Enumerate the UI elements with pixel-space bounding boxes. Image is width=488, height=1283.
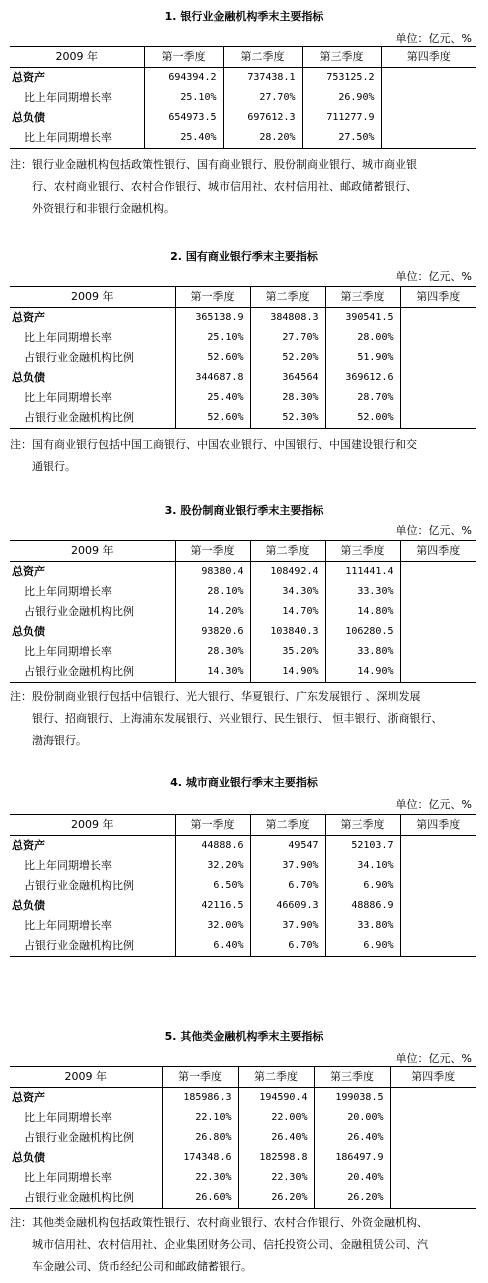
row-label: 比上年同期增长率 <box>10 128 144 149</box>
header-q3: 第三季度 <box>325 815 400 836</box>
cell: 6.90% <box>325 936 400 957</box>
row-label: 总资产 <box>10 308 175 329</box>
cell: 364564 <box>250 368 325 388</box>
cell: 28.70% <box>325 388 400 408</box>
row-label: 占银行业金融机构比例 <box>10 662 175 683</box>
row-label: 总负债 <box>10 622 175 642</box>
cell <box>400 896 476 916</box>
header-row <box>10 287 476 308</box>
cell: 753125.2 <box>302 68 381 89</box>
section-1-title: 1. 银行业金融机构季末主要指标 <box>164 10 324 23</box>
table-row <box>10 916 476 936</box>
cell: 384808.3 <box>250 308 325 329</box>
cell <box>400 368 476 388</box>
header-year: 2009 年 <box>10 1067 162 1088</box>
cell: 52.30% <box>250 408 325 429</box>
section-1-unit: 单位：亿元、% <box>395 32 472 45</box>
cell <box>390 1128 476 1148</box>
table-row <box>10 856 476 876</box>
section-1-note <box>10 154 417 220</box>
section-5-title: 5. 其他类金融机构季末主要指标 <box>164 1030 324 1043</box>
header-q1: 第一季度 <box>162 1067 238 1088</box>
cell: 694394.2 <box>144 68 223 89</box>
header-q3: 第三季度 <box>325 541 400 562</box>
cell: 32.00% <box>175 916 250 936</box>
cell: 52.60% <box>175 408 250 429</box>
row-label: 占银行业金融机构比例 <box>10 876 175 896</box>
cell: 6.40% <box>175 936 250 957</box>
table-row <box>10 662 476 683</box>
cell: 106280.5 <box>325 622 400 642</box>
header-row <box>10 47 476 68</box>
cell: 22.10% <box>162 1108 238 1128</box>
cell <box>400 562 476 583</box>
section-4-unit: 单位：亿元、% <box>395 798 472 811</box>
cell: 26.40% <box>238 1128 314 1148</box>
table-row <box>10 328 476 348</box>
header-q2: 第二季度 <box>238 1067 314 1088</box>
table-row <box>10 1088 476 1109</box>
cell: 26.40% <box>314 1128 390 1148</box>
section-5-unit: 单位：亿元、% <box>395 1052 472 1065</box>
cell: 390541.5 <box>325 308 400 329</box>
cell: 46609.3 <box>250 896 325 916</box>
section-4-table <box>10 814 476 957</box>
header-year: 2009 年 <box>10 541 175 562</box>
cell: 14.90% <box>250 662 325 683</box>
cell: 22.30% <box>162 1168 238 1188</box>
cell <box>400 388 476 408</box>
cell: 49547 <box>250 836 325 857</box>
cell: 48886.9 <box>325 896 400 916</box>
cell: 111441.4 <box>325 562 400 583</box>
cell <box>400 308 476 329</box>
cell: 199038.5 <box>314 1088 390 1109</box>
header-q1: 第一季度 <box>175 815 250 836</box>
cell: 28.20% <box>223 128 302 149</box>
section-5-table <box>10 1066 476 1209</box>
note-line: 车金融公司、货币经纪公司和邮政储蓄银行。 <box>10 1260 252 1273</box>
row-label: 总负债 <box>10 896 175 916</box>
cell <box>381 88 476 108</box>
header-year: 2009 年 <box>10 815 175 836</box>
header-row <box>10 1067 476 1088</box>
header-q2: 第二季度 <box>250 541 325 562</box>
table-row <box>10 1108 476 1128</box>
cell: 6.70% <box>250 936 325 957</box>
cell: 27.70% <box>250 328 325 348</box>
cell <box>400 348 476 368</box>
cell: 654973.5 <box>144 108 223 128</box>
cell: 6.70% <box>250 876 325 896</box>
row-label: 比上年同期增长率 <box>10 582 175 602</box>
cell: 26.80% <box>162 1128 238 1148</box>
cell: 194590.4 <box>238 1088 314 1109</box>
table-row <box>10 836 476 857</box>
row-label: 比上年同期增长率 <box>10 642 175 662</box>
section-2-note <box>10 434 417 478</box>
cell: 93820.6 <box>175 622 250 642</box>
cell: 52.00% <box>325 408 400 429</box>
cell: 14.80% <box>325 602 400 622</box>
note-line: 注：银行业金融机构包括政策性银行、国有商业银行、股份制商业银行、城市商业银 <box>10 158 417 171</box>
note-line: 银行、招商银行、上海浦东发展银行、兴业银行、民生银行、 恒丰银行、浙商银行、 <box>10 712 443 725</box>
cell: 174348.6 <box>162 1148 238 1168</box>
cell: 369612.6 <box>325 368 400 388</box>
cell: 98380.4 <box>175 562 250 583</box>
cell: 25.40% <box>175 388 250 408</box>
row-label: 占银行业金融机构比例 <box>10 602 175 622</box>
table-row <box>10 936 476 957</box>
note-line: 注：股份制商业银行包括中信银行、光大银行、华夏银行、广东发展银行 、深圳发展 <box>10 690 421 703</box>
row-label: 总负债 <box>10 368 175 388</box>
note-line: 行、农村商业银行、农村合作银行、城市信用社、农村信用社、邮政储蓄银行、 <box>10 180 417 193</box>
cell: 28.30% <box>250 388 325 408</box>
header-q4: 第四季度 <box>400 815 476 836</box>
row-label: 比上年同期增长率 <box>10 1168 162 1188</box>
row-label: 总资产 <box>10 836 175 857</box>
cell: 52.60% <box>175 348 250 368</box>
table-row <box>10 1148 476 1168</box>
cell: 25.10% <box>175 328 250 348</box>
header-q3: 第三季度 <box>314 1067 390 1088</box>
cell: 33.30% <box>325 582 400 602</box>
cell: 14.90% <box>325 662 400 683</box>
section-2-unit: 单位：亿元、% <box>395 270 472 283</box>
cell: 28.10% <box>175 582 250 602</box>
row-label: 占银行业金融机构比例 <box>10 1128 162 1148</box>
cell: 14.30% <box>175 662 250 683</box>
table-row <box>10 108 476 128</box>
cell: 26.60% <box>162 1188 238 1209</box>
table-row <box>10 408 476 429</box>
cell: 51.90% <box>325 348 400 368</box>
table-row <box>10 308 476 329</box>
section-5-note <box>10 1212 428 1278</box>
cell: 365138.9 <box>175 308 250 329</box>
cell: 34.30% <box>250 582 325 602</box>
cell: 26.20% <box>238 1188 314 1209</box>
row-label: 占银行业金融机构比例 <box>10 408 175 429</box>
row-label: 总资产 <box>10 562 175 583</box>
cell <box>390 1188 476 1209</box>
cell: 35.20% <box>250 642 325 662</box>
cell <box>400 936 476 957</box>
header-q1: 第一季度 <box>144 47 223 68</box>
cell: 25.40% <box>144 128 223 149</box>
cell <box>390 1168 476 1188</box>
cell: 182598.8 <box>238 1148 314 1168</box>
row-label: 比上年同期增长率 <box>10 388 175 408</box>
table-row <box>10 388 476 408</box>
section-2-title: 2. 国有商业银行季末主要指标 <box>170 250 318 263</box>
section-3-table <box>10 540 476 683</box>
cell: 14.20% <box>175 602 250 622</box>
cell <box>390 1108 476 1128</box>
cell: 6.90% <box>325 876 400 896</box>
table-row <box>10 876 476 896</box>
header-q2: 第二季度 <box>250 287 325 308</box>
cell: 711277.9 <box>302 108 381 128</box>
note-line: 城市信用社、农村信用社、企业集团财务公司、信托投资公司、金融租赁公司、汽 <box>10 1238 428 1251</box>
table-row <box>10 896 476 916</box>
cell <box>381 108 476 128</box>
table-row <box>10 1128 476 1148</box>
table-row <box>10 348 476 368</box>
header-year: 2009 年 <box>10 287 175 308</box>
cell <box>381 128 476 149</box>
cell: 52.20% <box>250 348 325 368</box>
table-row <box>10 128 476 149</box>
cell: 22.00% <box>238 1108 314 1128</box>
header-q3: 第三季度 <box>325 287 400 308</box>
cell: 44888.6 <box>175 836 250 857</box>
table-row <box>10 88 476 108</box>
header-year: 2009 年 <box>10 47 144 68</box>
cell <box>390 1088 476 1109</box>
cell: 22.30% <box>238 1168 314 1188</box>
section-4-title: 4. 城市商业银行季末主要指标 <box>170 776 318 789</box>
cell: 52103.7 <box>325 836 400 857</box>
section-2-table <box>10 286 476 429</box>
cell: 103840.3 <box>250 622 325 642</box>
header-q1: 第一季度 <box>175 287 250 308</box>
cell: 737438.1 <box>223 68 302 89</box>
cell: 6.50% <box>175 876 250 896</box>
cell: 28.30% <box>175 642 250 662</box>
cell: 27.50% <box>302 128 381 149</box>
row-label: 比上年同期增长率 <box>10 1108 162 1128</box>
row-label: 占银行业金融机构比例 <box>10 1188 162 1209</box>
cell: 185986.3 <box>162 1088 238 1109</box>
note-line: 外资银行和非银行金融机构。 <box>10 202 175 215</box>
note-line: 注：其他类金融机构包括政策性银行、农村商业银行、农村合作银行、外资金融机构、 <box>10 1216 428 1229</box>
cell <box>400 582 476 602</box>
header-q4: 第四季度 <box>381 47 476 68</box>
section-3-note <box>10 686 443 752</box>
section-3-unit: 单位：亿元、% <box>395 524 472 537</box>
cell <box>390 1148 476 1168</box>
section-3-title: 3. 股份制商业银行季末主要指标 <box>164 504 324 517</box>
table-row <box>10 368 476 388</box>
cell: 28.00% <box>325 328 400 348</box>
row-label: 总负债 <box>10 1148 162 1168</box>
cell: 26.20% <box>314 1188 390 1209</box>
table-row <box>10 562 476 583</box>
table-row <box>10 602 476 622</box>
cell <box>400 916 476 936</box>
cell: 27.70% <box>223 88 302 108</box>
cell: 20.40% <box>314 1168 390 1188</box>
cell <box>400 876 476 896</box>
cell: 42116.5 <box>175 896 250 916</box>
cell: 33.80% <box>325 916 400 936</box>
cell <box>400 408 476 429</box>
header-q4: 第四季度 <box>390 1067 476 1088</box>
cell: 32.20% <box>175 856 250 876</box>
cell: 25.10% <box>144 88 223 108</box>
note-line: 注：国有商业银行包括中国工商银行、中国农业银行、中国银行、中国建设银行和交 <box>10 438 417 451</box>
header-q3: 第三季度 <box>302 47 381 68</box>
cell <box>400 856 476 876</box>
note-line: 通银行。 <box>10 460 76 473</box>
header-q2: 第二季度 <box>223 47 302 68</box>
header-q4: 第四季度 <box>400 287 476 308</box>
header-row <box>10 541 476 562</box>
cell: 33.80% <box>325 642 400 662</box>
row-label: 占银行业金融机构比例 <box>10 348 175 368</box>
row-label: 比上年同期增长率 <box>10 856 175 876</box>
cell: 37.90% <box>250 916 325 936</box>
cell <box>400 602 476 622</box>
table-row <box>10 68 476 89</box>
cell <box>400 662 476 683</box>
header-q2: 第二季度 <box>250 815 325 836</box>
cell: 34.10% <box>325 856 400 876</box>
cell <box>400 622 476 642</box>
cell: 186497.9 <box>314 1148 390 1168</box>
cell <box>381 68 476 89</box>
section-1-table <box>10 46 476 149</box>
header-q1: 第一季度 <box>175 541 250 562</box>
cell <box>400 328 476 348</box>
note-line: 渤海银行。 <box>10 734 87 747</box>
cell: 344687.8 <box>175 368 250 388</box>
header-q4: 第四季度 <box>400 541 476 562</box>
cell: 26.90% <box>302 88 381 108</box>
row-label: 比上年同期增长率 <box>10 88 144 108</box>
table-row <box>10 582 476 602</box>
cell: 697612.3 <box>223 108 302 128</box>
cell: 108492.4 <box>250 562 325 583</box>
cell <box>400 642 476 662</box>
table-row <box>10 1168 476 1188</box>
row-label: 总资产 <box>10 68 144 89</box>
row-label: 总资产 <box>10 1088 162 1109</box>
cell <box>400 836 476 857</box>
row-label: 比上年同期增长率 <box>10 916 175 936</box>
row-label: 占银行业金融机构比例 <box>10 936 175 957</box>
cell: 20.00% <box>314 1108 390 1128</box>
table-row <box>10 622 476 642</box>
table-row <box>10 1188 476 1209</box>
row-label: 比上年同期增长率 <box>10 328 175 348</box>
row-label: 总负债 <box>10 108 144 128</box>
table-row <box>10 642 476 662</box>
cell: 37.90% <box>250 856 325 876</box>
header-row <box>10 815 476 836</box>
cell: 14.70% <box>250 602 325 622</box>
